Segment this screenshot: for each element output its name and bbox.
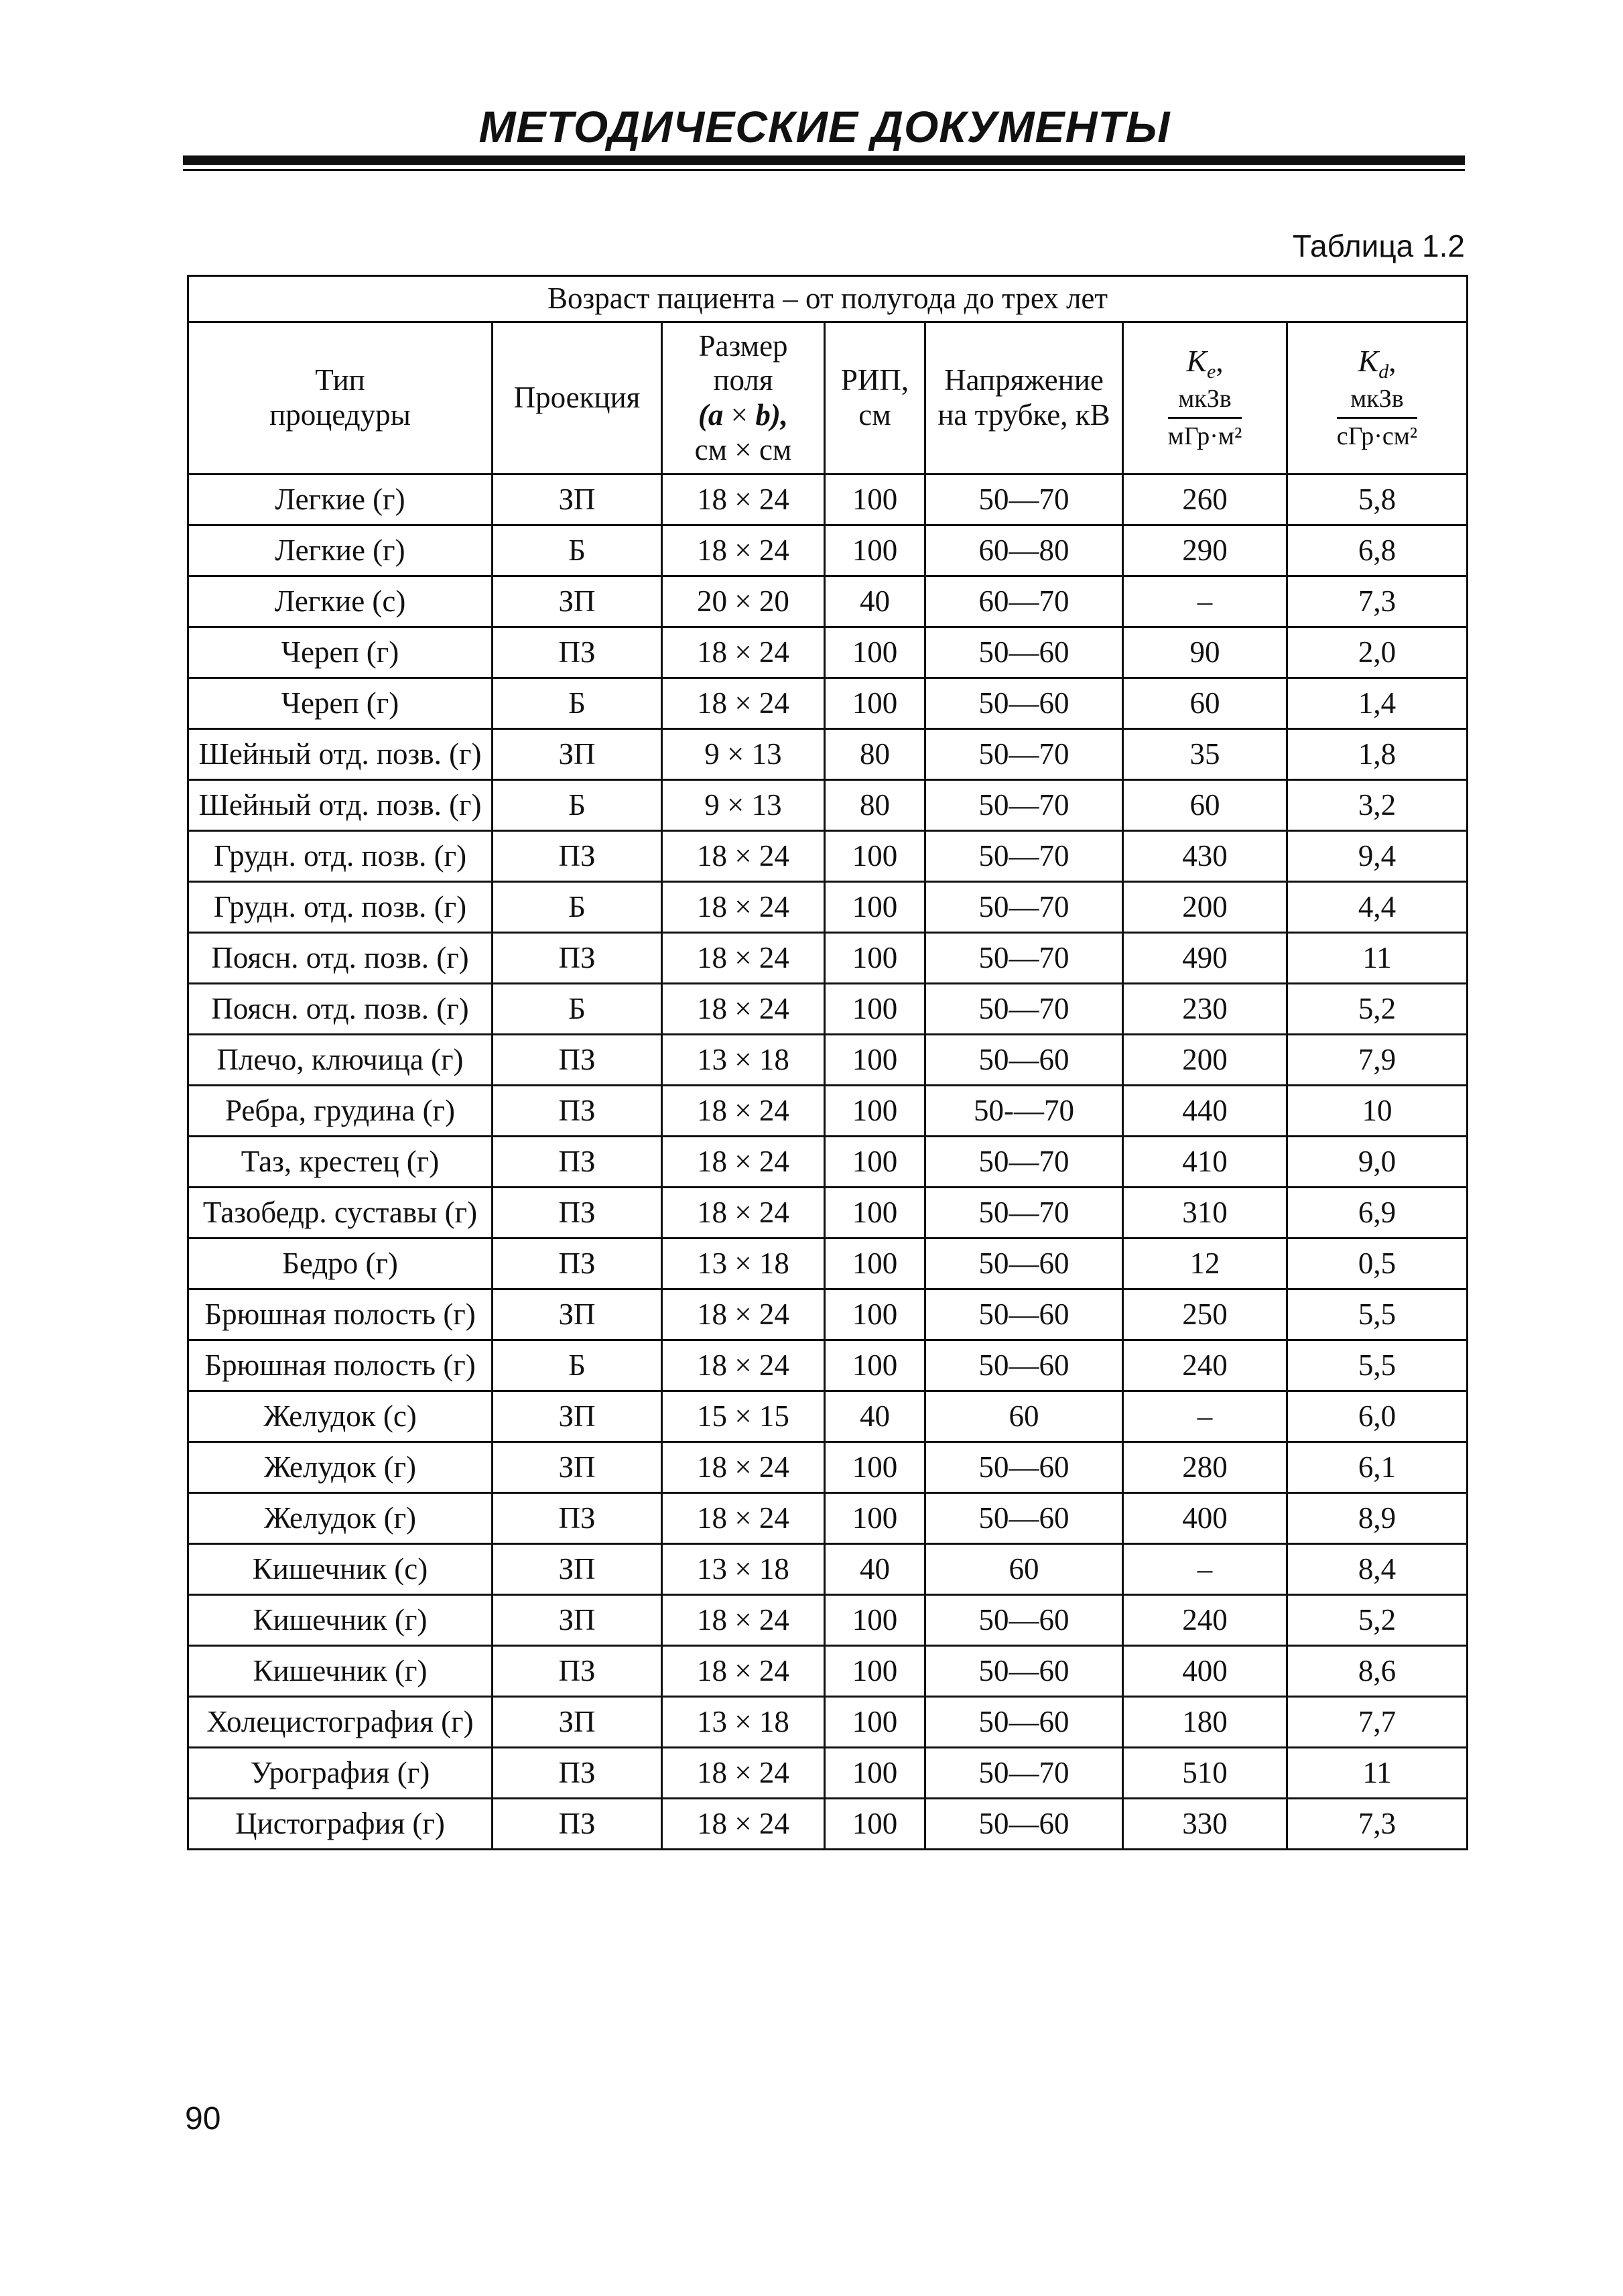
cell-voltage: 50—70 <box>925 474 1123 525</box>
cell-kd: 11 <box>1287 933 1468 984</box>
kd-letter: K <box>1358 344 1379 379</box>
cell-voltage: 50—70 <box>925 729 1123 780</box>
table-row <box>188 1137 1468 1188</box>
cell-kd: 8,9 <box>1287 1493 1468 1544</box>
cell-kd: 3,2 <box>1287 780 1468 831</box>
formula-a: a <box>708 398 724 432</box>
cell-projection: Б <box>493 984 662 1035</box>
cell-rip: 40 <box>825 576 925 627</box>
cell-ke: 330 <box>1123 1799 1287 1850</box>
cell-procedure: Легкие (г) <box>188 474 493 525</box>
table-row <box>188 1086 1468 1137</box>
table-row <box>188 933 1468 984</box>
cell-kd: 5,5 <box>1287 1289 1468 1340</box>
col-header-projection: Проекция <box>493 322 662 474</box>
col-header-procedure-type <box>188 322 493 474</box>
cell-voltage: 50—70 <box>925 1137 1123 1188</box>
cell-procedure: Кишечник (с) <box>188 1544 493 1595</box>
cell-field-size: 20 × 20 <box>662 576 825 627</box>
cell-field-size: 18 × 24 <box>662 1799 825 1850</box>
cell-voltage: 50—70 <box>925 1188 1123 1238</box>
cell-field-size: 18 × 24 <box>662 1137 825 1188</box>
cell-projection: ЗП <box>493 1289 662 1340</box>
cell-voltage: 50—70 <box>925 984 1123 1035</box>
cell-kd: 7,7 <box>1287 1697 1468 1748</box>
cell-projection: Б <box>493 525 662 576</box>
cell-procedure: Грудн. отд. позв. (г) <box>188 882 493 933</box>
cell-procedure: Поясн. отд. позв. (г) <box>188 933 493 984</box>
cell-field-size: 9 × 13 <box>662 729 825 780</box>
cell-field-size: 18 × 24 <box>662 1289 825 1340</box>
cell-rip: 100 <box>825 678 925 729</box>
cell-voltage: 50—70 <box>925 780 1123 831</box>
cell-projection: Б <box>493 780 662 831</box>
cell-kd: 6,1 <box>1287 1442 1468 1493</box>
cell-voltage: 50—60 <box>925 1340 1123 1391</box>
cell-procedure: Холецистография (г) <box>188 1697 493 1748</box>
cell-projection: ПЗ <box>493 1646 662 1697</box>
table-row <box>188 1493 1468 1544</box>
cell-voltage: 50—60 <box>925 1595 1123 1646</box>
cell-projection: ПЗ <box>493 933 662 984</box>
cell-field-size: 18 × 24 <box>662 1188 825 1238</box>
cell-rip: 80 <box>825 729 925 780</box>
kd-comma: , <box>1388 344 1397 379</box>
cell-kd: 9,0 <box>1287 1137 1468 1188</box>
cell-kd: 6,8 <box>1287 525 1468 576</box>
cell-rip: 100 <box>825 933 925 984</box>
cell-procedure: Ребра, грудина (г) <box>188 1086 493 1137</box>
cell-kd: 5,5 <box>1287 1340 1468 1391</box>
cell-ke: 440 <box>1123 1086 1287 1137</box>
cell-ke: 60 <box>1123 780 1287 831</box>
cell-rip: 100 <box>825 1442 925 1493</box>
cell-kd: 5,8 <box>1287 474 1468 525</box>
kd-symbol <box>1358 344 1389 383</box>
table-row <box>188 1646 1468 1697</box>
cell-rip: 100 <box>825 1137 925 1188</box>
header-rule-thin <box>183 169 1465 171</box>
cell-rip: 100 <box>825 1289 925 1340</box>
col-header-ke <box>1123 322 1287 474</box>
cell-field-size: 18 × 24 <box>662 1442 825 1493</box>
ke-symbol <box>1186 344 1216 383</box>
cell-field-size: 18 × 24 <box>662 1646 825 1697</box>
table-caption: Таблица 1.2 <box>1292 229 1465 263</box>
cell-ke: 240 <box>1123 1595 1287 1646</box>
cell-ke: 280 <box>1123 1442 1287 1493</box>
cell-ke: 12 <box>1123 1238 1287 1289</box>
cell-field-size: 18 × 24 <box>662 933 825 984</box>
cell-kd: 2,0 <box>1287 627 1468 678</box>
kd-subscript: d <box>1378 361 1389 383</box>
cell-rip: 100 <box>825 1646 925 1697</box>
cell-ke: – <box>1123 576 1287 627</box>
table-title: Возраст пациента – от полугода до трех лет <box>188 276 1468 322</box>
cell-procedure: Череп (г) <box>188 678 493 729</box>
cell-procedure: Плечо, ключица (г) <box>188 1035 493 1086</box>
table-row <box>188 1238 1468 1289</box>
cell-rip: 100 <box>825 1188 925 1238</box>
cell-projection: ПЗ <box>493 627 662 678</box>
cell-rip: 100 <box>825 831 925 882</box>
cell-ke: 60 <box>1123 678 1287 729</box>
cell-kd: 4,4 <box>1287 882 1468 933</box>
cell-voltage: 50—60 <box>925 627 1123 678</box>
cell-field-size: 18 × 24 <box>662 831 825 882</box>
cell-procedure: Грудн. отд. позв. (г) <box>188 831 493 882</box>
cell-ke: 290 <box>1123 525 1287 576</box>
ke-comma: , <box>1216 344 1224 379</box>
formula-close: ), <box>770 398 789 432</box>
cell-procedure: Поясн. отд. позв. (г) <box>188 984 493 1035</box>
cell-rip: 100 <box>825 1493 925 1544</box>
col-header-field-size-units: см × см <box>694 432 792 466</box>
table-row <box>188 1748 1468 1799</box>
cell-procedure: Цистография (г) <box>188 1799 493 1850</box>
cell-rip: 100 <box>825 882 925 933</box>
cell-rip: 40 <box>825 1391 925 1442</box>
kd-units-numerator: мкЗв <box>1337 384 1417 420</box>
cell-kd: 0,5 <box>1287 1238 1468 1289</box>
cell-voltage: 60—70 <box>925 576 1123 627</box>
cell-procedure: Таз, крестец (г) <box>188 1137 493 1188</box>
cell-ke: 490 <box>1123 933 1287 984</box>
table-row <box>188 1799 1468 1850</box>
cell-projection: ПЗ <box>493 1493 662 1544</box>
cell-procedure: Желудок (г) <box>188 1493 493 1544</box>
cell-rip: 100 <box>825 474 925 525</box>
ke-letter: K <box>1186 344 1208 379</box>
cell-ke: 200 <box>1123 882 1287 933</box>
cell-procedure: Брюшная полость (г) <box>188 1340 493 1391</box>
cell-field-size: 9 × 13 <box>662 780 825 831</box>
table-row <box>188 1595 1468 1646</box>
cell-projection: Б <box>493 1340 662 1391</box>
cell-voltage: 50—60 <box>925 1697 1123 1748</box>
cell-projection: ЗП <box>493 1697 662 1748</box>
cell-field-size: 18 × 24 <box>662 1493 825 1544</box>
cell-voltage: 50—70 <box>925 831 1123 882</box>
cell-kd: 5,2 <box>1287 984 1468 1035</box>
table-row <box>188 474 1468 525</box>
table-row <box>188 1391 1468 1442</box>
table-row <box>188 1188 1468 1238</box>
cell-projection: ЗП <box>493 1595 662 1646</box>
cell-voltage: 50—60 <box>925 1035 1123 1086</box>
cell-voltage: 50—70 <box>925 1748 1123 1799</box>
cell-procedure: Урография (г) <box>188 1748 493 1799</box>
cell-kd: 7,3 <box>1287 576 1468 627</box>
cell-field-size: 18 × 24 <box>662 678 825 729</box>
cell-voltage: 50—70 <box>925 933 1123 984</box>
cell-rip: 100 <box>825 1799 925 1850</box>
cell-projection: ПЗ <box>493 1137 662 1188</box>
cell-voltage: 50—60 <box>925 1493 1123 1544</box>
cell-procedure: Череп (г) <box>188 627 493 678</box>
cell-field-size: 13 × 18 <box>662 1697 825 1748</box>
cell-ke: 510 <box>1123 1748 1287 1799</box>
cell-projection: ЗП <box>493 1544 662 1595</box>
col-header-field-size-line2: поля <box>713 363 773 397</box>
dose-coefficient-table <box>187 275 1468 1850</box>
cell-projection: ПЗ <box>493 831 662 882</box>
cell-rip: 100 <box>825 1697 925 1748</box>
cell-field-size: 18 × 24 <box>662 882 825 933</box>
ke-units-denominator: мГр·м² <box>1167 422 1242 451</box>
cell-ke: 430 <box>1123 831 1287 882</box>
cell-kd: 1,8 <box>1287 729 1468 780</box>
col-header-field-size-line1: Размер <box>698 328 788 363</box>
table-row <box>188 576 1468 627</box>
col-header-rip <box>825 322 925 474</box>
formula-open: ( <box>698 398 708 432</box>
kd-units-fraction <box>1337 384 1417 452</box>
cell-ke: 410 <box>1123 1137 1287 1188</box>
cell-ke: 250 <box>1123 1289 1287 1340</box>
ke-units-numerator: мкЗв <box>1168 384 1242 420</box>
cell-procedure: Желудок (с) <box>188 1391 493 1442</box>
table-row <box>188 780 1468 831</box>
cell-projection: ПЗ <box>493 1035 662 1086</box>
cell-voltage: 50—60 <box>925 1289 1123 1340</box>
cell-voltage: 50—60 <box>925 1799 1123 1850</box>
page-number: 90 <box>185 2101 221 2136</box>
col-header-procedure-type-line1: Тип <box>315 363 365 397</box>
cell-ke: 200 <box>1123 1035 1287 1086</box>
table-row <box>188 627 1468 678</box>
cell-projection: Б <box>493 882 662 933</box>
cell-rip: 100 <box>825 1595 925 1646</box>
cell-procedure: Тазобедр. суставы (г) <box>188 1188 493 1238</box>
cell-projection: ЗП <box>493 1391 662 1442</box>
cell-ke: 180 <box>1123 1697 1287 1748</box>
col-header-field-size <box>662 322 825 474</box>
cell-projection: ЗП <box>493 474 662 525</box>
cell-procedure: Брюшная полость (г) <box>188 1289 493 1340</box>
cell-field-size: 15 × 15 <box>662 1391 825 1442</box>
cell-rip: 100 <box>825 1035 925 1086</box>
cell-voltage: 50—60 <box>925 678 1123 729</box>
table-row <box>188 1289 1468 1340</box>
cell-voltage: 60 <box>925 1544 1123 1595</box>
formula-b: b <box>755 398 771 432</box>
cell-procedure: Бедро (г) <box>188 1238 493 1289</box>
cell-projection: ЗП <box>493 1442 662 1493</box>
cell-kd: 5,2 <box>1287 1595 1468 1646</box>
table-row <box>188 1442 1468 1493</box>
cell-projection: Б <box>493 678 662 729</box>
table-row <box>188 1544 1468 1595</box>
running-header: МЕТОДИЧЕСКИЕ ДОКУМЕНТЫ <box>478 102 1171 151</box>
cell-ke: 230 <box>1123 984 1287 1035</box>
table-row <box>188 984 1468 1035</box>
cell-rip: 80 <box>825 780 925 831</box>
cell-ke: – <box>1123 1544 1287 1595</box>
cell-field-size: 13 × 18 <box>662 1544 825 1595</box>
cell-procedure: Кишечник (г) <box>188 1646 493 1697</box>
col-header-rip-line1: РИП, <box>840 363 909 397</box>
cell-rip: 100 <box>825 1340 925 1391</box>
cell-procedure: Шейный отд. позв. (г) <box>188 780 493 831</box>
cell-procedure: Кишечник (г) <box>188 1595 493 1646</box>
table-row <box>188 729 1468 780</box>
cell-voltage: 50—60 <box>925 1238 1123 1289</box>
kd-units-denominator: сГр·см² <box>1336 422 1418 451</box>
cell-rip: 100 <box>825 1238 925 1289</box>
cell-ke: 260 <box>1123 474 1287 525</box>
cell-field-size: 18 × 24 <box>662 1340 825 1391</box>
cell-kd: 6,0 <box>1287 1391 1468 1442</box>
table-row <box>188 1340 1468 1391</box>
cell-field-size: 18 × 24 <box>662 1086 825 1137</box>
ke-subscript: e <box>1207 361 1216 383</box>
table-row <box>188 525 1468 576</box>
cell-voltage: 50-—70 <box>925 1086 1123 1137</box>
cell-voltage: 60—80 <box>925 525 1123 576</box>
cell-projection: ПЗ <box>493 1799 662 1850</box>
cell-procedure: Желудок (г) <box>188 1442 493 1493</box>
cell-field-size: 18 × 24 <box>662 474 825 525</box>
cell-ke: 400 <box>1123 1493 1287 1544</box>
cell-voltage: 50—70 <box>925 882 1123 933</box>
cell-projection: ПЗ <box>493 1086 662 1137</box>
cell-ke: 240 <box>1123 1340 1287 1391</box>
col-header-rip-line2: см <box>858 398 891 432</box>
cell-rip: 40 <box>825 1544 925 1595</box>
cell-ke: 35 <box>1123 729 1287 780</box>
header-rule-thick <box>183 155 1465 165</box>
cell-rip: 100 <box>825 984 925 1035</box>
ke-units-fraction <box>1168 384 1242 452</box>
cell-kd: 7,9 <box>1287 1035 1468 1086</box>
cell-rip: 100 <box>825 1748 925 1799</box>
cell-field-size: 13 × 18 <box>662 1238 825 1289</box>
column-headers <box>188 322 1468 474</box>
cell-kd: 8,4 <box>1287 1544 1468 1595</box>
cell-field-size: 18 × 24 <box>662 1748 825 1799</box>
col-header-kd <box>1287 322 1468 474</box>
cell-kd: 1,4 <box>1287 678 1468 729</box>
table-row <box>188 1035 1468 1086</box>
cell-voltage: 50—60 <box>925 1646 1123 1697</box>
cell-projection: ПЗ <box>493 1748 662 1799</box>
table-row <box>188 882 1468 933</box>
cell-kd: 7,3 <box>1287 1799 1468 1850</box>
formula-times: × <box>723 398 756 432</box>
table-row <box>188 1697 1468 1748</box>
cell-procedure: Легкие (с) <box>188 576 493 627</box>
cell-projection: ЗП <box>493 729 662 780</box>
cell-voltage: 60 <box>925 1391 1123 1442</box>
col-header-procedure-type-line2: процедуры <box>269 398 411 432</box>
col-header-field-size-formula <box>698 398 788 432</box>
cell-field-size: 18 × 24 <box>662 627 825 678</box>
col-header-voltage-line2: на трубке, кВ <box>937 398 1110 432</box>
cell-field-size: 13 × 18 <box>662 1035 825 1086</box>
cell-ke: 90 <box>1123 627 1287 678</box>
cell-ke: 310 <box>1123 1188 1287 1238</box>
cell-rip: 100 <box>825 627 925 678</box>
table-row <box>188 678 1468 729</box>
col-header-voltage <box>925 322 1123 474</box>
cell-rip: 100 <box>825 1086 925 1137</box>
col-header-voltage-line1: Напряжение <box>944 363 1104 397</box>
cell-procedure: Шейный отд. позв. (г) <box>188 729 493 780</box>
cell-kd: 11 <box>1287 1748 1468 1799</box>
cell-rip: 100 <box>825 525 925 576</box>
cell-voltage: 50—60 <box>925 1442 1123 1493</box>
cell-kd: 6,9 <box>1287 1188 1468 1238</box>
cell-field-size: 18 × 24 <box>662 525 825 576</box>
cell-kd: 8,6 <box>1287 1646 1468 1697</box>
table-row <box>188 831 1468 882</box>
cell-projection: ЗП <box>493 576 662 627</box>
cell-field-size: 18 × 24 <box>662 1595 825 1646</box>
cell-projection: ПЗ <box>493 1188 662 1238</box>
cell-field-size: 18 × 24 <box>662 984 825 1035</box>
cell-ke: 400 <box>1123 1646 1287 1697</box>
cell-kd: 9,4 <box>1287 831 1468 882</box>
cell-projection: ПЗ <box>493 1238 662 1289</box>
cell-procedure: Легкие (г) <box>188 525 493 576</box>
cell-kd: 10 <box>1287 1086 1468 1137</box>
cell-ke: – <box>1123 1391 1287 1442</box>
